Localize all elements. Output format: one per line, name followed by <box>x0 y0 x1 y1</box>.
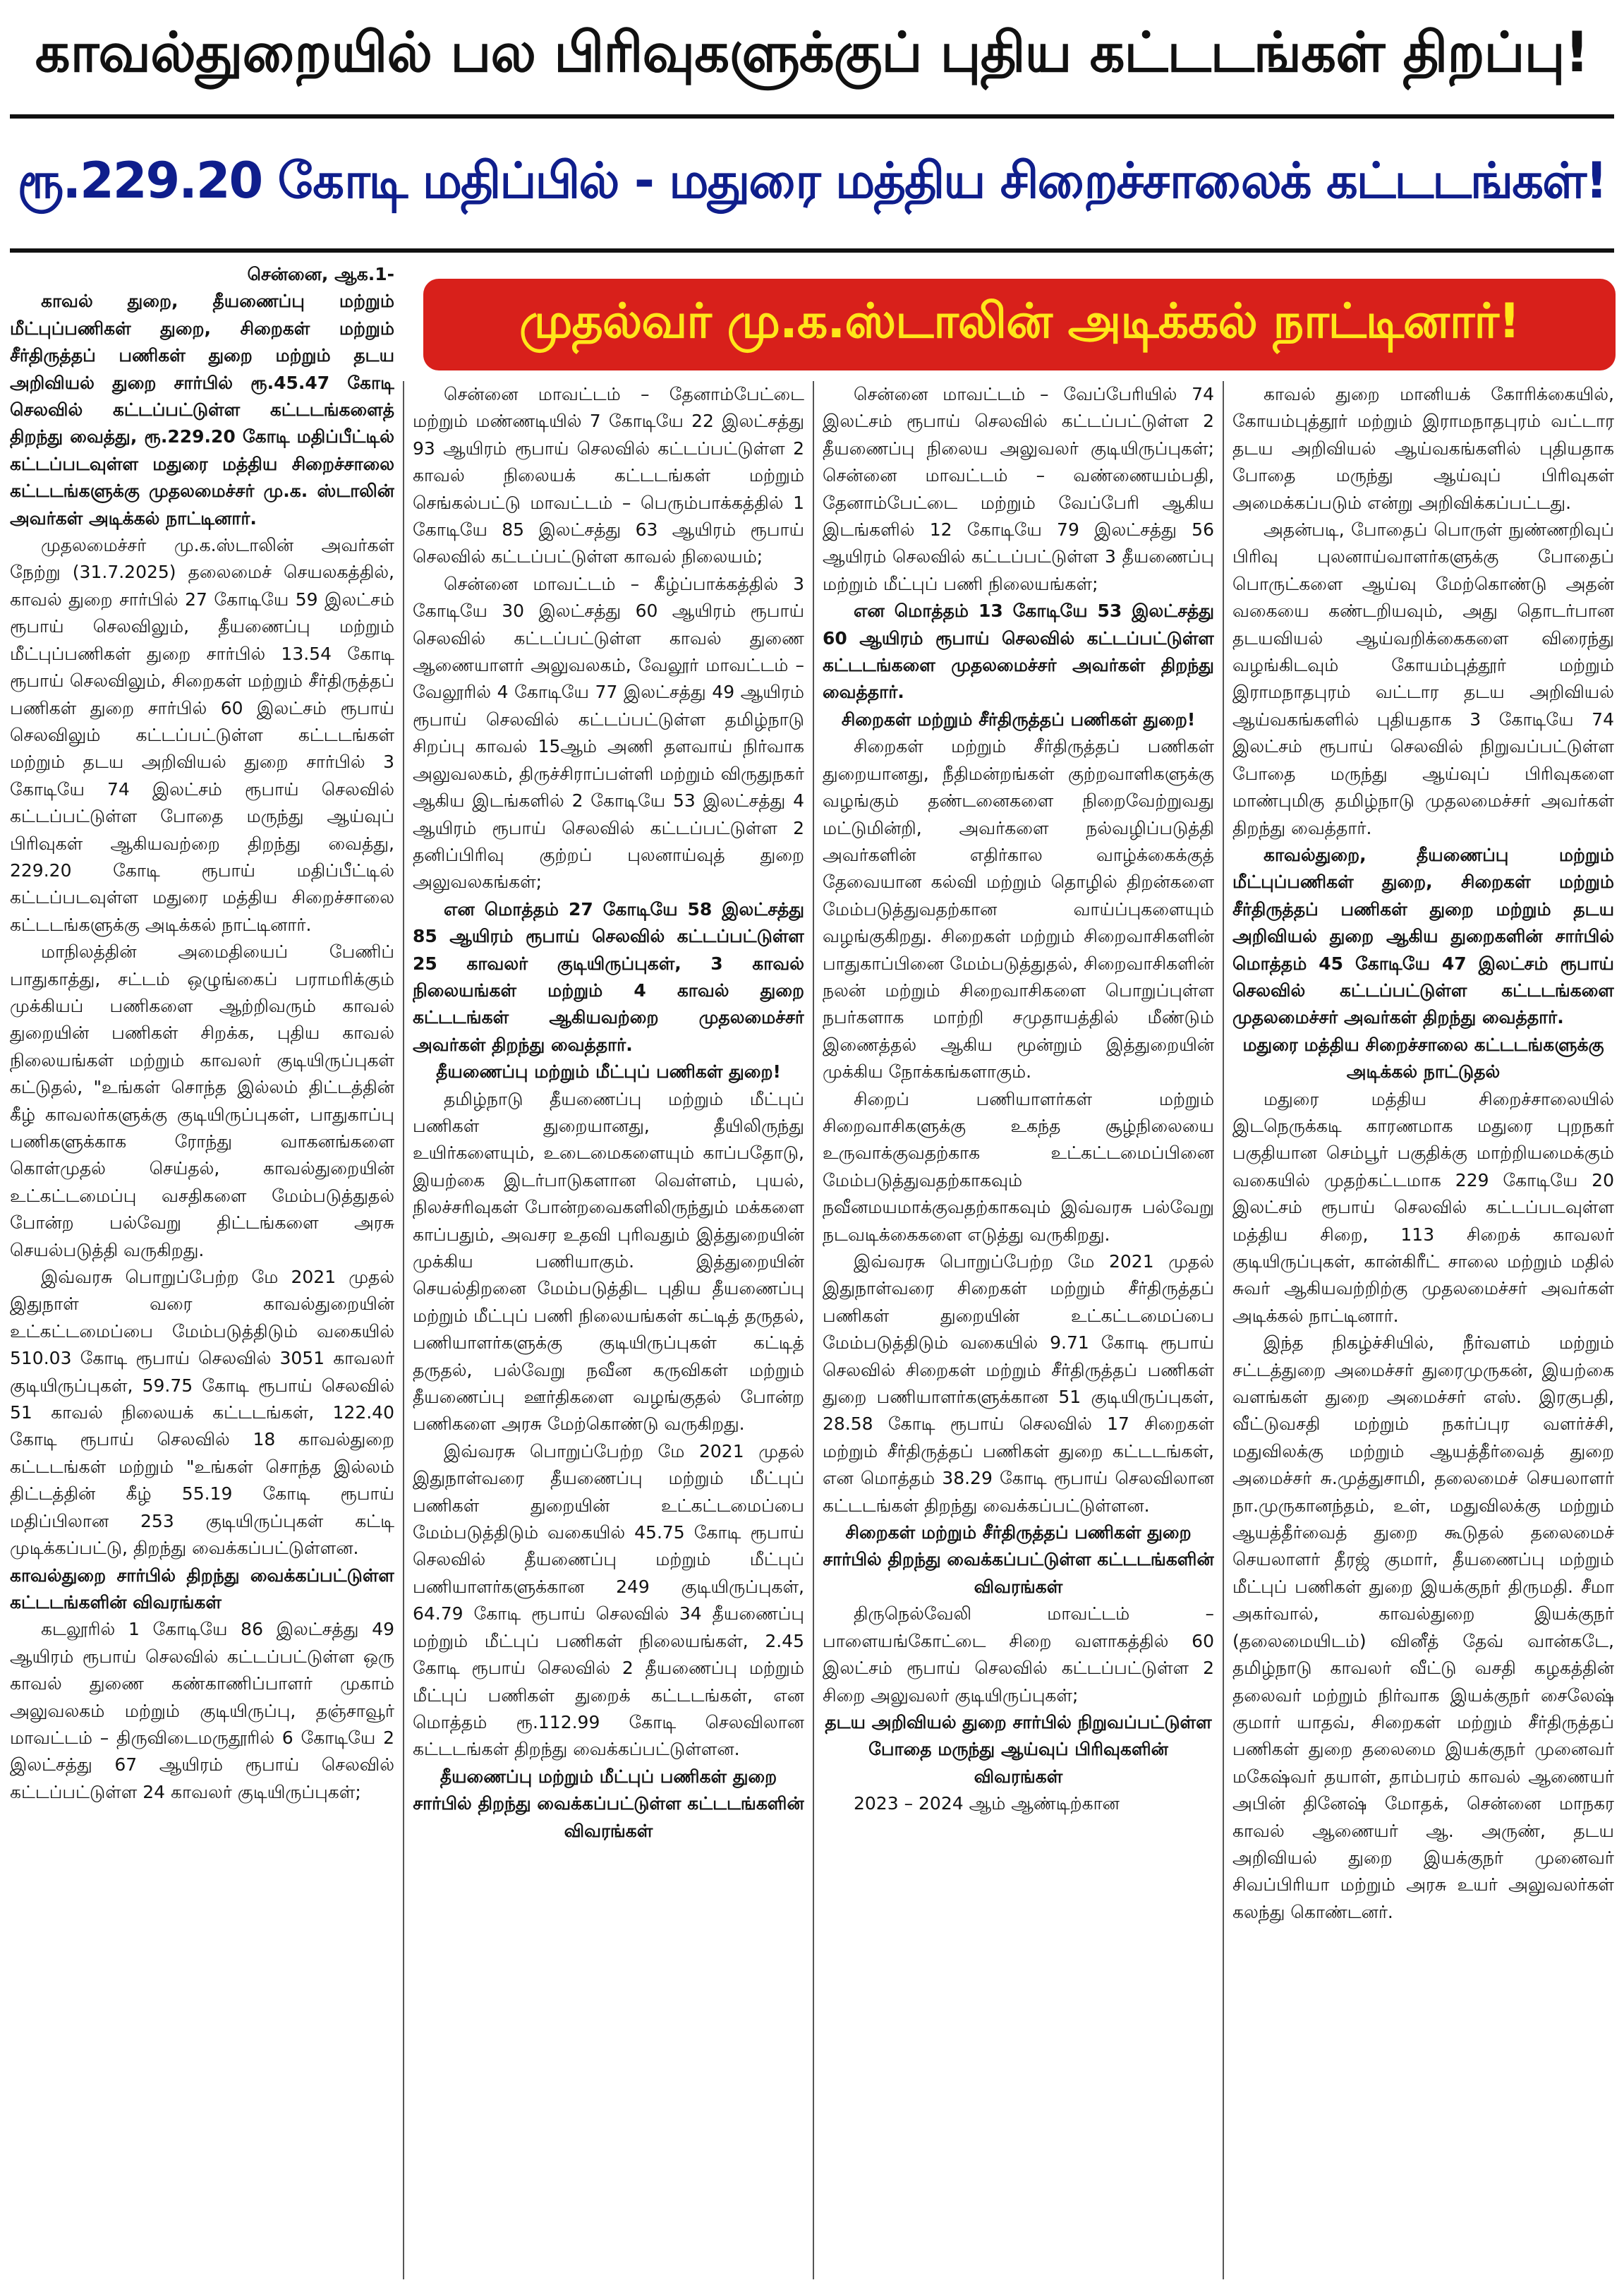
article-column-1 <box>10 261 394 2279</box>
column-divider <box>813 381 814 2279</box>
headline-divider-lower <box>10 248 1614 253</box>
paragraph: 2023 – 2024 ஆம் ஆண்டிற்கான <box>854 1793 1120 1814</box>
article-column-4 <box>1232 381 1614 2279</box>
main-headline: ரூ.229.20 கோடி மதிப்பில் - மதுரை மத்திய சிறைச்சாலைக் கட்டடங்கள்! <box>17 151 1607 210</box>
article-column-2 <box>413 381 804 2279</box>
lead-paragraph: காவல் துறை, தீயணைப்பு மற்றும் மீட்புப்பணிகள் துறை, சிறைகள் மற்றும் சீர்திருத்தப் பணிகள் துறை மற்றும் தடய அறிவியல் துறை சார்பில் ரூ.45.47 கோடி செலவில் கட்டப்பட்டுள்ள கட்டடங்களைத் திறந்து வைத்து, ரூ.229.20 கோடி மதிப்பீட்டில் கட்டப்படவுள்ள மதுரை மத்திய சிறைச்சாலை கட்டடங்களுக்கு முதலமைச்சர் மு.க. ஸ்டாலின் அவர்கள் அடிக்கல் நாட்டினார். <box>10 291 394 529</box>
column-divider <box>1223 381 1224 2279</box>
paragraph: காவல் துறை மானியக் கோரிக்கையில், கோயம்புத்தூர் மற்றும் இராமநாதபுரம் வட்டார தடய அறிவியல் ஆய்வகங்களில் புதியதாக போதை மருந்து ஆய்வுப் பிரிவுகள் அமைக்கப்படும் என்று அறிவிக்கப்பட்டது. <box>1232 384 1614 513</box>
dateline: சென்னை, ஆக.1- <box>247 264 394 284</box>
paragraph: சென்னை மாவட்டம் – கீழ்ப்பாக்கத்தில் 3 கோடியே 30 இலட்சத்து 60 ஆயிரம் ரூபாய் செலவில் கட்டப்பட்டுள்ள காவல் துணை ஆணையாளர் அலுவலகம், வேலூர் மாவட்டம் – வேலூரில் 4 கோடியே 77 இலட்சத்து 49 ஆயிரம் ரூபாய் செலவில் கட்டப்பட்டுள்ள தமிழ்நாடு சிறப்பு காவல் 15ஆம் அணி தளவாய் நிர்வாக அலுவலகம், திருச்சிராப்பள்ளி மற்றும் விருதுநகர் ஆகிய இடங்களில் 2 கோடியே 53 இலட்சத்து 4 ஆயிரம் ரூபாய் செலவில் கட்டப்பட்டுள்ள 2 தனிப்பிரிவு குற்றப் புலனாய்வுத் துறை அலுவலகங்கள்; <box>413 573 804 893</box>
paragraph: சென்னை மாவட்டம் – தேனாம்பேட்டை மற்றும் மண்ணடியில் 7 கோடியே 22 இலட்சத்து 93 ஆயிரம் ரூபாய் செலவில் கட்டப்பட்டுள்ள 2 காவல் நிலையக் கட்டடங்கள் மற்றும் செங்கல்பட்டு மாவட்டம் – பெரும்பாக்கத்தில் 1 கோடியே 85 இலட்சத்து 63 ஆயிரம் ரூபாய் செலவில் கட்டப்பட்டுள்ள காவல் நிலையம்; <box>413 384 804 567</box>
paragraph: தமிழ்நாடு தீயணைப்பு மற்றும் மீட்புப் பணிகள் துறையானது, தீயிலிருந்து உயிர்களையும், உடைமைகளையும் காப்பதோடு, இயற்கை இடர்பாடுகளான வெள்ளம், புயல், நிலச்சரிவுகள் போன்றவைகளிலிருந்தும் மக்களை காப்பதும், அவசர உதவி புரிவதும் இத்துறையின் முக்கிய பணியாகும். இத்துறையின் செயல்திறனை மேம்படுத்திட புதிய தீயணைப்பு மற்றும் மீட்புப் பணி நிலையங்கள் கட்டித் தருதல், பணியாளர்களுக்கு குடியிருப்புகள் கட்டித் தருதல், பல்வேறு நவீன கருவிகள் மற்றும் தீயணைப்பு ஊர்திகளை வழங்குதல் போன்ற பணிகளை அரசு மேற்கொண்டு வருகிறது. <box>413 1088 804 1435</box>
paragraph: முதலமைச்சர் மு.க.ஸ்டாலின் அவர்கள் நேற்று (31.7.2025) தலைமைச் செயலகத்தில், காவல் துறை சார்பில் 27 கோடியே 59 இலட்சம் ரூபாய் செலவிலும், தீயணைப்பு மற்றும் மீட்புப்பணிகள் துறை சார்பில் 13.54 கோடி ரூபாய் செலவிலும், சிறைகள் மற்றும் சீர்திருத்தப் பணிகள் துறை சார்பில் 60 இலட்சம் ரூபாய் செலவிலும் கட்டப்பட்டுள்ள கட்டடங்கள் மற்றும் தடய அறிவியல் துறை சார்பில் 3 கோடியே 74 இலட்சம் ரூபாய் செலவில் கட்டப்பட்டுள்ள போதை மருந்து ஆய்வுப் பிரிவுகள் ஆகியவற்றை திறந்து வைத்து, 229.20 கோடி ரூபாய் மதிப்பீட்டில் கட்டப்படவுள்ள மதுரை மத்திய சிறைச்சாலை கட்டடங்களுக்கு அடிக்கல் நாட்டினார். <box>10 535 394 935</box>
subheading: மதுரை மத்திய சிறைச்சாலை கட்டடங்களுக்கு அடிக்கல் நாட்டுதல் <box>1242 1034 1604 1083</box>
top-headline: காவல்துறையில் பல பிரிவுகளுக்குப் புதிய கட்டடங்கள் திறப்பு! <box>35 21 1589 85</box>
paragraph: மாநிலத்தின் அமைதியைப் பேணிப் பாதுகாத்து, சட்டம் ஒழுங்கைப் பராமரிக்கும் முக்கியப் பணிகளை ஆற்றிவரும் காவல் துறையின் பணிகள் சிறக்க, புதிய காவல் நிலையங்கள் மற்றும் காவலர் குடியிருப்புகள் கட்டுதல், "உங்கள் சொந்த இல்லம் திட்டத்தின் கீழ் காவலர்களுக்கு குடியிருப்புகள், பாதுகாப்பு பணிகளுக்காக ரோந்து வாகனங்களை கொள்முதல் செய்தல், காவல்துறையின் உட்கட்டமைப்பு வசதிகளை மேம்படுத்துதல் போன்ற பல்வேறு திட்டங்களை அரசு செயல்படுத்தி வருகிறது. <box>10 941 394 1260</box>
article-column-3 <box>823 381 1214 2279</box>
banner-text: முதல்வர் மு.க.ஸ்டாலின் அடிக்கல் நாட்டினார்! <box>519 294 1520 349</box>
summary-paragraph: என மொத்தம் 27 கோடியே 58 இலட்சத்து 85 ஆயிரம் ரூபாய் செலவில் கட்டப்பட்டுள்ள 25 காவலர் குடியிருப்புகள், 3 காவல் நிலையங்கள் மற்றும் 4 காவல் துறை கட்டடங்கள் ஆகியவற்றை முதலமைச்சர் அவர்கள் திறந்து வைத்தார். <box>413 898 804 1055</box>
subheading: தீயணைப்பு மற்றும் மீட்புப் பணிகள் துறை! <box>436 1061 781 1083</box>
subheading: தடய அறிவியல் துறை சார்பில் நிறுவப்பட்டுள்ள போதை மருந்து ஆய்வுப் பிரிவுகளின் விவரங்கள் <box>825 1711 1212 1787</box>
paragraph: இவ்வரசு பொறுப்பேற்ற மே 2021 முதல் இதுநாள்வரை தீயணைப்பு மற்றும் மீட்புப் பணிகள் துறையின் உட்கட்டமைப்பை மேம்படுத்திடும் வகையில் 45.75 கோடி ரூபாய் செலவில் தீயணைப்பு மற்றும் மீட்புப் பணியாளர்களுக்கான 249 குடியிருப்புகள், 64.79 கோடி ரூபாய் செலவில் 34 தீயணைப்பு மற்றும் மீட்புப் பணிகள் நிலையங்கள், 2.45 கோடி ரூபாய் செலவில் 2 தீயணைப்பு மற்றும் மீட்புப் பணிகள் துறைக் கட்டடங்கள், என மொத்தம் ரூ.112.99 கோடி செலவிலான கட்டடங்கள் திறந்து வைக்கப்பட்டுள்ளன. <box>413 1440 804 1760</box>
chief-minister-banner <box>423 279 1616 370</box>
paragraph: கடலூரில் 1 கோடியே 86 இலட்சத்து 49 ஆயிரம் ரூபாய் செலவில் கட்டப்பட்டுள்ள ஒரு காவல் துணை கண்காணிப்பாளர் முகாம் அலுவலகம் மற்றும் குடியிருப்பு, தஞ்சாவூர் மாவட்டம் – திருவிடைமருதூரில் 6 கோடியே 2 இலட்சத்து 67 ஆயிரம் ரூபாய் செலவில் கட்டப்பட்டுள்ள 24 காவலர் குடியிருப்புகள்; <box>10 1619 394 1802</box>
paragraph: சிறைப் பணியாளர்கள் மற்றும் சிறைவாசிகளுக்கு உகந்த சூழ்நிலையை உருவாக்குவதற்காக உட்கட்டமைப்பினை மேம்படுத்துவதற்காகவும் நவீனமயமாக்குவதற்காகவும் இவ்வரசு பல்வேறு நடவடிக்கைகளை எடுத்து வருகிறது. <box>823 1088 1214 1245</box>
summary-paragraph: காவல்துறை, தீயணைப்பு மற்றும் மீட்புப்பணிகள் துறை, சிறைகள் மற்றும் சீர்திருத்தப் பணிகள் துறை மற்றும் தடய அறிவியல் துறை ஆகிய துறைகளின் சார்பில் மொத்தம் 45 கோடியே 47 இலட்சம் ரூபாய் செலவில் கட்டப்பட்டுள்ள கட்டடங்களை முதலமைச்சர் அவர்கள் திறந்து வைத்தார். <box>1232 844 1614 1028</box>
paragraph: அதன்படி, போதைப் பொருள் நுண்ணறிவுப் பிரிவு புலனாய்வாளர்களுக்கு போதைப் பொருட்களை ஆய்வு மேற்கொண்டு அதன் வகையை கண்டறியவும், அது தொடர்பான தடயவியல் ஆய்வறிக்கைகளை விரைந்து வழங்கிடவும் கோயம்புத்தூர் மற்றும் இராமநாதபுரம் வட்டார தடய அறிவியல் ஆய்வகங்களில் புதியதாக 3 கோடியே 74 இலட்சம் ரூபாய் செலவில் நிறுவப்பட்டுள்ள போதை மருந்து ஆய்வுப் பிரிவுகளை மாண்புமிகு தமிழ்நாடு முதலமைச்சர் அவர்கள் திறந்து வைத்தார். <box>1232 519 1614 838</box>
paragraph: சிறைகள் மற்றும் சீர்திருத்தப் பணிகள் துறையானது, நீதிமன்றங்கள் குற்றவாளிகளுக்கு வழங்கும் தண்டனைகளை நிறைவேற்றுவது மட்டுமின்றி, அவர்களை நல்வழிப்படுத்தி அவர்களின் எதிர்கால வாழ்க்கைக்குத் தேவையான கல்வி மற்றும் தொழில் திறன்களை மேம்படுத்துவதற்கான வாய்ப்புகளையும் வழங்குகிறது. சிறைகள் மற்றும் சிறைவாசிகளின் பாதுகாப்பினை மேம்படுத்துதல், சிறைவாசிகளின் நலன் மற்றும் சிறைவாசிகளை பொறுப்புள்ள நபர்களாக மாற்றி சமுதாயத்தில் மீண்டும் இணைத்தல் ஆகிய மூன்றும் இத்துறையின் முக்கிய நோக்கங்களாகும். <box>823 736 1214 1083</box>
subheading: தீயணைப்பு மற்றும் மீட்புப் பணிகள் துறை சார்பில் திறந்து வைக்கப்பட்டுள்ள கட்டடங்களின் விவரங்கள் <box>413 1766 804 1841</box>
subheading: காவல்துறை சார்பில் திறந்து வைக்கப்பட்டுள்ள கட்டடங்களின் விவரங்கள் <box>10 1564 394 1612</box>
paragraph: திருநெல்வேலி மாவட்டம் – பாளையங்கோட்டை சிறை வளாகத்தில் 60 இலட்சம் ரூபாய் செலவில் கட்டப்பட்டுள்ள 2 சிறை அலுவலர் குடியிருப்புகள்; <box>823 1603 1214 1706</box>
paragraph: மதுரை மத்திய சிறைச்சாலையில் இடநெருக்கடி காரணமாக மதுரை புறநகர் பகுதியான செம்பூர் பகுதிக்கு மாற்றியமைக்கும் வகையில் முதற்கட்டமாக 229 கோடியே 20 இலட்சம் ரூபாய் செலவில் கட்டப்படவுள்ள மத்திய சிறை, 113 சிறைக் காவலர் குடியிருப்புகள், கான்கிரீட் சாலை மற்றும் மதில் சுவர் ஆகியவற்றிற்கு முதலமைச்சர் அவர்கள் அடிக்கல் நாட்டினார். <box>1232 1088 1614 1326</box>
paragraph: இவ்வரசு பொறுப்பேற்ற மே 2021 முதல் இதுநாள் வரை காவல்துறையின் உட்கட்டமைப்பை மேம்படுத்திடும் வகையில் 510.03 கோடி ரூபாய் செலவில் 3051 காவலர் குடியிருப்புகள், 59.75 கோடி ரூபாய் செலவில் 51 காவல் நிலையக் கட்டடங்கள், 122.40 கோடி ரூபாய் செலவில் 18 காவல்துறை கட்டடங்கள் மற்றும் "உங்கள் சொந்த இல்லம் திட்டத்தின் கீழ் 55.19 கோடி ரூபாய் மதிப்பிலான 253 குடியிருப்புகள் கட்டி முடிக்கப்பட்டு, திறந்து வைக்கப்பட்டுள்ளன. <box>10 1267 394 1559</box>
headline-divider <box>10 114 1614 119</box>
paragraph: சென்னை மாவட்டம் – வேப்பேரியில் 74 இலட்சம் ரூபாய் செலவில் கட்டப்பட்டுள்ள 2 தீயணைப்பு நிலைய அலுவலர் குடியிருப்புகள்; சென்னை மாவட்டம் – வண்ணையம்பதி, தேனாம்பேட்டை மற்றும் வேப்பேரி ஆகிய இடங்களில் 12 கோடியே 79 இலட்சத்து 56 ஆயிரம் செலவில் கட்டப்பட்டுள்ள 3 தீயணைப்பு மற்றும் மீட்புப் பணி நிலையங்கள்; <box>823 384 1214 594</box>
subheading: சிறைகள் மற்றும் சீர்திருத்தப் பணிகள் துறை சார்பில் திறந்து வைக்கப்பட்டுள்ள கட்டடங்களின் விவரங்கள் <box>823 1522 1214 1597</box>
column-divider <box>403 381 404 2279</box>
subheading: சிறைகள் மற்றும் சீர்திருத்தப் பணிகள் துறை! <box>841 709 1196 730</box>
summary-paragraph: என மொத்தம் 13 கோடியே 53 இலட்சத்து 60 ஆயிரம் ரூபாய் செலவில் கட்டப்பட்டுள்ள கட்டடங்களை முதலமைச்சர் அவர்கள் திறந்து வைத்தார். <box>823 601 1214 703</box>
paragraph: இந்த நிகழ்ச்சியில், நீர்வளம் மற்றும் சட்டத்துறை அமைச்சர் துரைமுருகன், இயற்கை வளங்கள் துறை அமைச்சர் எஸ். இரகுபதி, வீட்டுவசதி மற்றும் நகர்ப்புர வளர்ச்சி, மதுவிலக்கு மற்றும் ஆயத்தீர்வைத் துறை அமைச்சர் சு.முத்துசாமி, தலைமைச் செயலாளர் நா.முருகானந்தம், உள், மதுவிலக்கு மற்றும் ஆயத்தீர்வைத் துறை கூடுதல் தலைமைச் செயலாளர் தீரஜ் குமார், தீயணைப்பு மற்றும் மீட்புப் பணிகள் துறை இயக்குநர் திருமதி. சீமா அகர்வால், காவல்துறை இயக்குநர் (தலைமையிடம்) வினீத் தேவ் வான்கடே, தமிழ்நாடு காவலர் வீட்டு வசதி கழகத்தின் தலைவர் மற்றும் நிர்வாக இயக்குநர் சைலேஷ் குமார் யாதவ், சிறைகள் மற்றும் சீர்திருத்தப் பணிகள் துறை தலைமை இயக்குநர் முனைவர் மகேஷ்வர் தயாள், தாம்பரம் காவல் ஆணையர் அபின் தினேஷ் மோதக், சென்னை மாநகர காவல் ஆணையர் ஆ. அருண், தடய அறிவியல் துறை இயக்குநர் முனைவர் சிவப்பிரியா மற்றும் அரசு உயர் அலுவலர்கள் கலந்து கொண்டனர். <box>1232 1332 1614 1922</box>
paragraph: இவ்வரசு பொறுப்பேற்ற மே 2021 முதல் இதுநாள்வரை சிறைகள் மற்றும் சீர்திருத்தப் பணிகள் துறையின் உட்கட்டமைப்பை மேம்படுத்திடும் வகையில் 9.71 கோடி ரூபாய் செலவில் சிறைகள் மற்றும் சீர்திருத்தப் பணிகள் துறை பணியாளர்களுக்கான 51 குடியிருப்புகள், 28.58 கோடி ரூபாய் செலவில் 17 சிறைகள் மற்றும் சீர்திருத்தப் பணிகள் துறை கட்டடங்கள், என மொத்தம் 38.29 கோடி ரூபாய் செலவிலான கட்டடங்கள் திறந்து வைக்கப்பட்டுள்ளன. <box>823 1251 1214 1516</box>
